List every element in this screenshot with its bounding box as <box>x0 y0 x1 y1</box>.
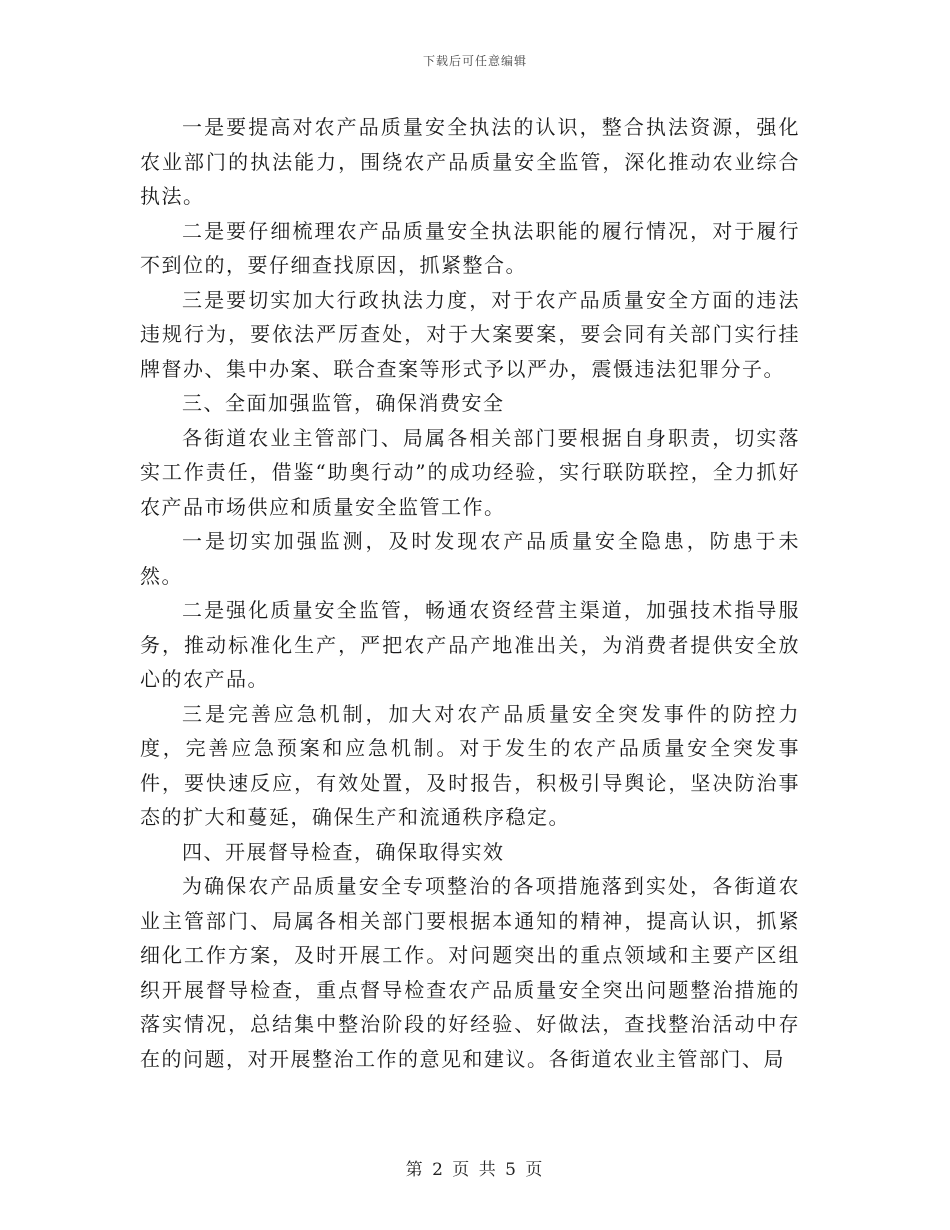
paragraph-8: 为确保农产品质量安全专项整治的各项措施落到实处，各街道农业主管部门、局属各相关部门要根据本通知的精神，提高认识，抓紧细化工作方案，及时开展工作。对问题突出的重点领域和主要产区组织开展督导检查，重点督导检查农产品质量安全突出问题整治措施的落实情况，总结集中整治阶段的好经验、好做法，查找整治活动中存在的问题，对开展整治工作的意见和建议。各街道农业主管部门、局 <box>140 874 800 1071</box>
section-heading-3: 三、全面加强监管，确保消费安全 <box>182 391 505 415</box>
page-number: 第 2 页 共 5 页 <box>405 1160 545 1180</box>
paragraph-3: 三是要切实加大行政执法力度，对于农产品质量安全方面的违法违规行为，要依法严厉查处，对于大案要案，要会同有关部门实行挂牌督办、集中办案、联合查案等形式予以严办，震慑违法犯罪分子。 <box>140 287 800 381</box>
paragraph-7: 三是完善应急机制，加大对农产品质量安全突发事件的防控力度，完善应急预案和应急机制。对于发生的农产品质量安全突发事件，要快速反应，有效处置，及时报告，积极引导舆论，坚决防治事态的扩大和蔓延，确保生产和流通秩序稳定。 <box>140 701 800 829</box>
section-heading-4: 四、开展督导检查，确保取得实效 <box>182 839 505 864</box>
paragraph-6: 二是强化质量安全监管，畅通农资经营主渠道，加强技术指导服务，推动标准化生产，严把农产品产地准出关，为消费者提供安全放心的农产品。 <box>140 598 800 691</box>
document-body <box>140 110 800 1076</box>
paragraph-1: 一是要提高对农产品质量安全执法的认识，整合执法资源，强化农业部门的执法能力，围绕农产品质量安全监管，深化推动农业综合执法。 <box>140 115 800 208</box>
paragraph-2: 二是要仔细梳理农产品质量安全执法职能的履行情况，对于履行不到位的，要仔细查找原因，抓紧整合。 <box>140 218 800 277</box>
paragraph-5: 一是切实加强监测，及时发现农产品质量安全隐患，防患于未然。 <box>140 529 800 588</box>
page-header: 下载后可任意编辑 <box>422 54 527 68</box>
paragraph-4: 各街道农业主管部门、局属各相关部门要根据自身职责，切实落实工作责任，借鉴“助奥行动”的成功经验，实行联防联控，全力抓好农产品市场供应和质量安全监管工作。 <box>140 425 800 519</box>
